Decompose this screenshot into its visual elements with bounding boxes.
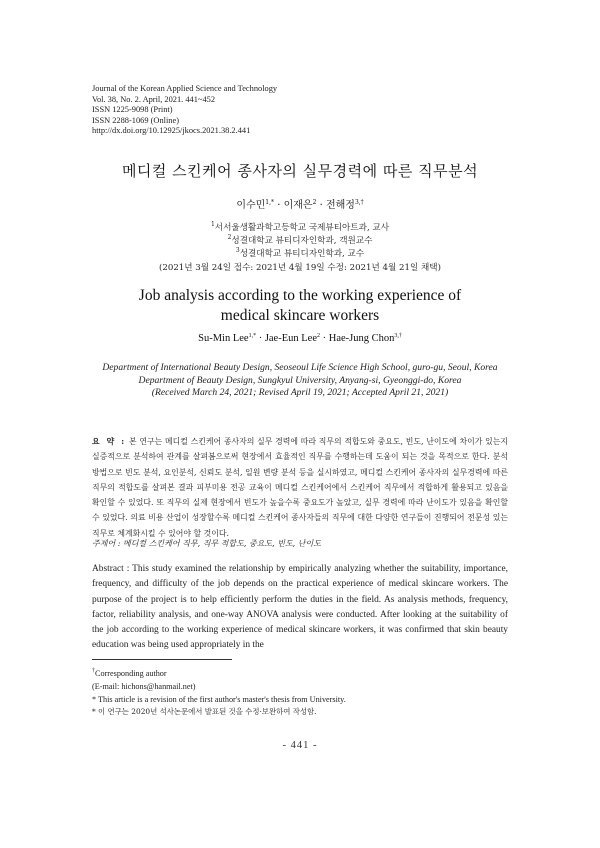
- abstract-en-lead: Abstract :: [92, 564, 130, 574]
- title-korean: 메디컬 스킨케어 종사자의 실무경력에 따른 직무분석: [121, 162, 479, 180]
- author-ko-3: 전해정: [325, 200, 355, 211]
- journal-doi-link[interactable]: http://dx.doi.org/10.12925/jkocs.2021.38.2.441: [92, 126, 251, 136]
- dates-english: (Received March 24, 2021; Revised April 19, 2021; Accepted April 21, 2021): [151, 387, 449, 399]
- author-en-2-sup: 2: [317, 333, 320, 339]
- abstract-ko-text: 본 연구는 메디컬 스킨케어 종사자의 실무 경력에 따라 직무의 적합도와 중요도, 빈도, 난이도에 차이가 있는지 실증적으로 분석하여 관계를 살펴봄으로써 현장에서 효율적인 직무를 수행하는데 도움이 되는 것을 목적으로 한다. 분석방법으로 빈도 분석, 요인분석, 신뢰도 분석, 일원 변량 분석 등을 실시하였고, 메디컬 스킨케어 종사자의 실무경력에 따른 직무의 적합도를 살펴본 결과 피부미용 전공 교육이 메디컬 스킨케어에서 스킨케어 직무에서 적합하게 활용되고 있음을 확인할 수 있었다. 또 직무의 실제 현장에서 빈도가 높을수록 중요도가 높았고, 실무 경력에 따라 난이도가 있음을 확인할 수 있었다. 의료 비용 산업이 성장할수록 메디컬 스킨케어 종사자들의 직무에 대한 다양한 연구들이 진행되어 전문성 있는 직무로 체계화시킬 수 있어야 할 것이다.: [92, 437, 508, 538]
- title-en-line-1: Job analysis according to the working experience of: [138, 287, 462, 304]
- abstract-korean: [92, 434, 508, 541]
- footnotes: [92, 668, 508, 719]
- author-en-3-sup: 3,†: [394, 333, 402, 339]
- author-separator: ·: [258, 333, 263, 344]
- footnote-divider: [92, 659, 232, 660]
- abstract-en-text: This study examined the relationship by empirically analyzing whether the suitability, importance, frequency, and difficulty of the job depends on the practical experience of medical skincare workers. The purpose of the project is to help efficiently perform the duties in the field. As analysis methods, frequency, factor, reliability analysis, and one-way ANOVA analysis were conducted. After looking at the suitability of the job according to the working experience of medical skincare workers, it was confirmed that skin beauty education was being used appropriately in the: [92, 564, 508, 651]
- journal-issn-print: ISSN 1225-9098 (Print): [92, 105, 173, 115]
- author-en-1: Su-Min Lee: [198, 333, 249, 344]
- author-ko-2: 이재은: [283, 200, 313, 211]
- keywords-korean: 주제어 : 메디컬 스킨케어 직무, 직무 적합도, 중요도, 빈도, 난이도: [92, 539, 321, 548]
- author-ko-3-sup: 3,†: [354, 199, 364, 206]
- footnote-corresponding: [92, 668, 508, 681]
- journal-volume: Vol. 38, No. 2. April, 2021. 441~452: [92, 94, 216, 104]
- footnote-note-en: * This article is a revision of the first author's master's thesis from University.: [92, 694, 346, 704]
- journal-issn-online: ISSN 2288-1069 (Online): [92, 115, 180, 125]
- author-en-2: Jae-Eun Lee: [264, 333, 317, 344]
- authors-english: [0, 333, 600, 344]
- departments-english: [0, 362, 600, 400]
- department-en-1: Department of International Beauty Design, Seoseoul Life Science High School, guro-gu, Seoul, Korea: [102, 362, 498, 373]
- journal-name: Journal of the Korean Applied Science and Technology: [92, 84, 278, 93]
- affiliation-ko-3-text: 성결대학교 뷰티디자인학과, 교수: [239, 249, 365, 260]
- author-en-3: Hae-Jung Chon: [328, 333, 395, 344]
- abstract-ko-lead: 요 약 :: [92, 437, 127, 446]
- abstract-english: [92, 562, 508, 654]
- journal-header: [92, 84, 512, 137]
- department-en-2: Department of Beauty Design, Sungkyul University, Anyang-si, Gyeonggi-do, Korea: [138, 374, 462, 386]
- author-ko-1: 이수민: [236, 200, 266, 211]
- affiliation-ko-2: [0, 235, 600, 248]
- author-separator: ·: [277, 200, 281, 211]
- affiliation-ko-3-num: 3: [235, 247, 240, 255]
- affiliation-ko-2-num: 2: [227, 234, 232, 242]
- author-separator: ·: [319, 200, 323, 211]
- footnote-email[interactable]: (E-mail: hichons@hanmail.net): [92, 681, 196, 691]
- affiliation-ko-1-num: 1: [210, 221, 215, 228]
- affiliations-korean: [0, 222, 600, 275]
- authors-korean: [0, 196, 600, 211]
- author-en-1-sup: 1,*: [248, 333, 257, 339]
- author-ko-2-sup: 2: [312, 199, 317, 206]
- footnote-note-ko: * 이 연구는 2020년 석사논문에서 발표된 것을 수정·보완하여 작성함.: [92, 707, 317, 717]
- affiliation-ko-1: [0, 222, 600, 235]
- page-number: - 441 -: [282, 740, 318, 751]
- corresponding-label: Corresponding author: [95, 669, 167, 678]
- dagger-mark: †: [92, 668, 95, 674]
- affiliation-ko-2-text: 성결대학교 뷰티디자인학과, 객원교수: [231, 236, 373, 247]
- title-en-line-2: medical skincare workers: [220, 307, 380, 324]
- affiliation-ko-1-text: 서서울생활과학고등학교 국제뷰티아트과, 교사: [214, 223, 390, 233]
- author-separator: ·: [322, 333, 327, 344]
- author-ko-1-sup: 1,*: [265, 199, 275, 206]
- affiliation-ko-3: [0, 248, 600, 261]
- dates-korean: (2021년 3월 24일 접수: 2021년 4월 19일 수정: 2021년 4월 21일 채택): [159, 262, 441, 273]
- title-english: [0, 286, 600, 326]
